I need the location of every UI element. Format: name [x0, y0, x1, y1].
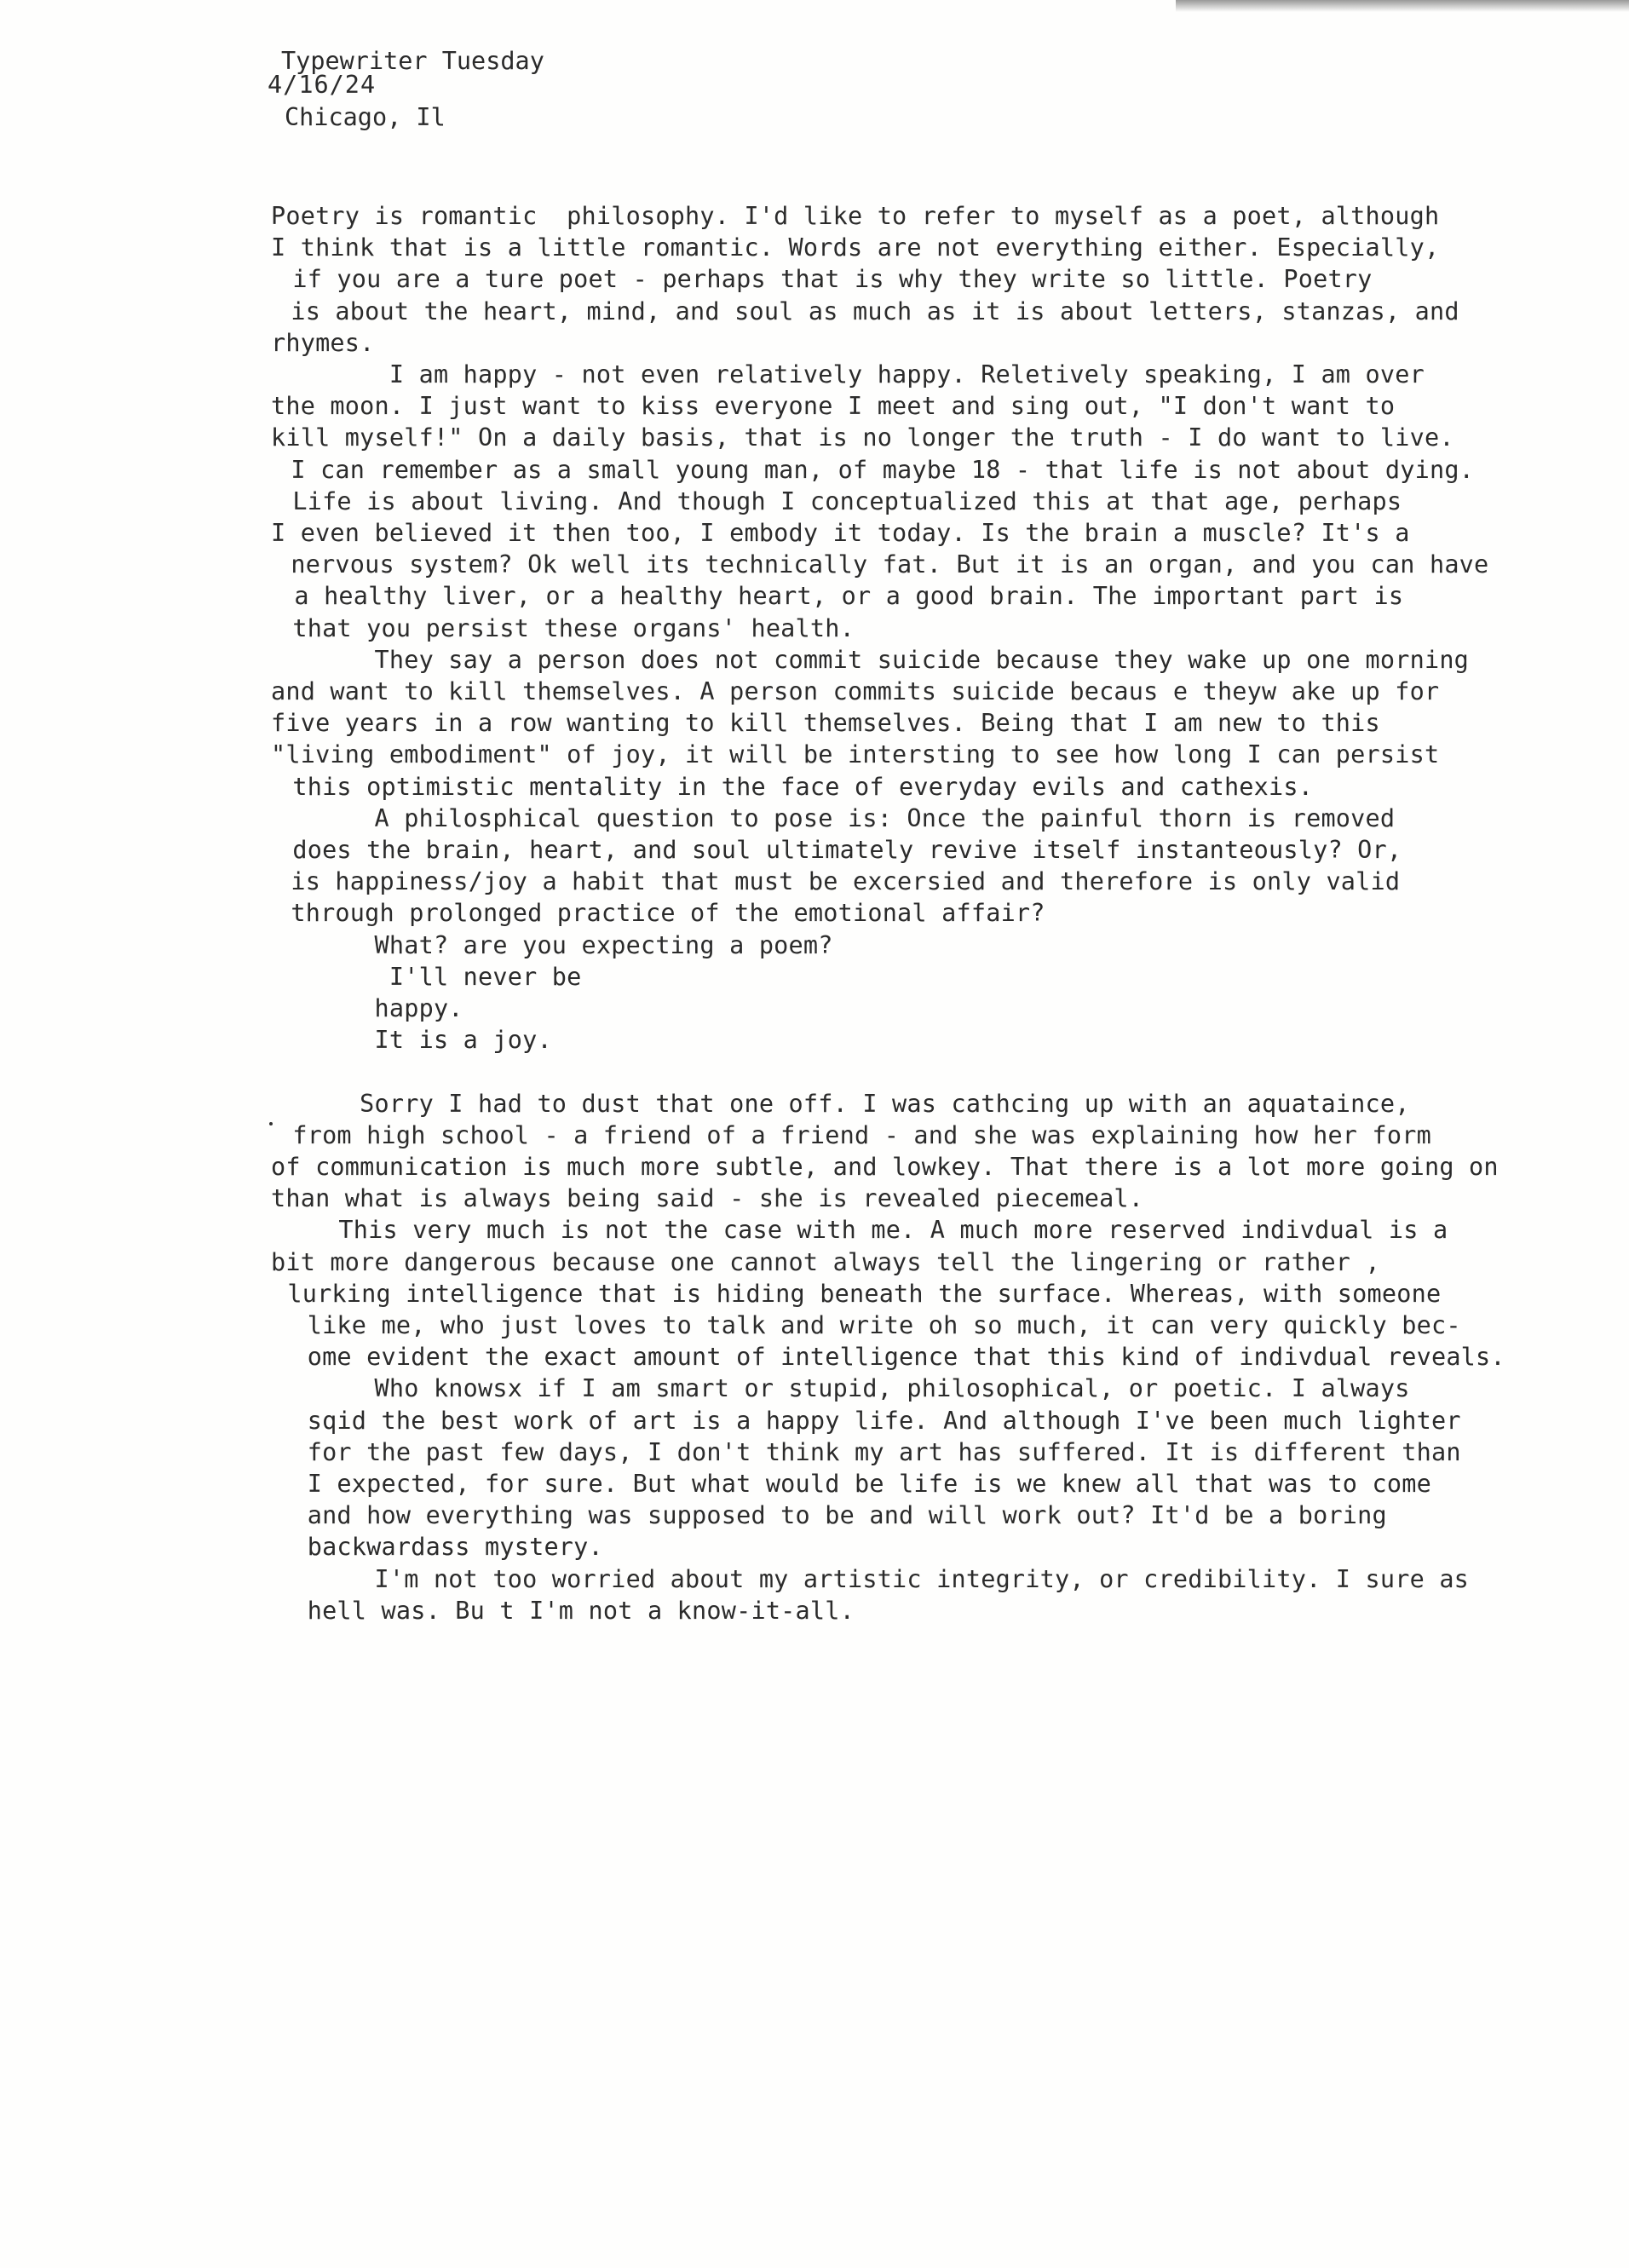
text-line: rhymes. [271, 328, 375, 357]
text-line: does the brain, heart, and soul ultimately revive itself instanteously? Or, [278, 836, 1402, 864]
text-line: Poetry is romantic philosophy. I'd like to refer to myself as a poet, although [271, 202, 1440, 230]
text-line: bit more dangerous because one cannot always tell the lingering or rather , [271, 1247, 1380, 1276]
text-line: lurking intelligence that is hiding beneath the surface. Whereas, with someone [273, 1279, 1442, 1308]
text-line: I'm not too worried about my artistic integrity, or credibility. I sure as [271, 1564, 1470, 1593]
text-line: Sorry I had to dust that one off. I was cathcing up with an aquataince, [271, 1089, 1410, 1118]
text-line: What? are you expecting a poem? [271, 930, 833, 959]
text-line: I expected, for sure. But what would be life is we knew all that was to come [278, 1470, 1431, 1498]
text-line: backwardass mystery. [278, 1533, 603, 1562]
text-line: than what is always being said - she is revealed piecemeal. [271, 1184, 1144, 1213]
text-line: A philosphical question to pose is: Once the painful thorn is removed [271, 803, 1396, 832]
text-line: hell was. Bu t I'm not a know-it-all. [278, 1596, 855, 1625]
text-line: if you are a ture poet - perhaps that is why they write so little. Poetry [278, 265, 1373, 294]
text-line: is about the heart, mind, and soul as much as it is about letters, stanzas, and [276, 296, 1459, 325]
text-line: sqid the best work of art is a happy life. And although I've been much lighter [278, 1406, 1461, 1435]
text-line: and how everything was supposed to be and will work out? It'd be a boring [278, 1501, 1387, 1530]
text-line: I can remember as a small young man, of maybe 18 - that life is not about dying. [276, 455, 1475, 484]
text-line: Life is about living. And though I conceptualized this at that age, perhaps [278, 486, 1402, 515]
text-line: this optimistic mentality in the face of everyday evils and cathexis. [278, 772, 1314, 801]
text-line: the moon. I just want to kiss everyone I meet and sing out, "I don't want to [271, 392, 1396, 421]
text-line: is happiness/joy a habit that must be excersied and therefore is only valid [276, 867, 1401, 896]
text-line: five years in a row wanting to kill themselves. Being that I am new to this [271, 709, 1380, 738]
text-line: of communication is much more subtle, and lowkey. That there is a lot more going on [271, 1153, 1499, 1181]
text-line: kill myself!" On a daily basis, that is no longer the truth - I do want to live. [271, 423, 1454, 452]
header-title: Typewriter Tuesday [281, 47, 544, 75]
stray-ink-mark [269, 1122, 273, 1125]
text-line: from high school - a friend of a friend - and she was explaining how her form [278, 1120, 1431, 1149]
text-line: and want to kill themselves. A person commits suicide becaus e theyw ake up for [271, 677, 1440, 705]
header-location: Chicago, Il [285, 103, 446, 131]
text-line: nervous system? Ok well its technically fat. But it is an organ, and you can have [276, 550, 1489, 579]
header-date: 4/16/24 [268, 71, 377, 99]
text-line: "living embodiment" of joy, it will be intersting to see how long I can persist [271, 740, 1440, 769]
text-line: I'll never be [271, 962, 582, 991]
text-line: I even believed it then too, I embody it today. Is the brain a muscle? It's a [271, 519, 1410, 547]
text-line: like me, who just loves to talk and write oh so much, it can very quickly bec- [278, 1311, 1461, 1339]
text-line: through prolonged practice of the emotional affair? [276, 899, 1045, 928]
text-line: Who knowsx if I am smart or stupid, philosophical, or poetic. I always [271, 1374, 1410, 1403]
text-line: a healthy liver, or a healthy heart, or a good brain. The important part is [279, 582, 1404, 611]
text-line: for the past few days, I don't think my art has suffered. It is different than [278, 1437, 1461, 1466]
text-line: happy. [271, 994, 463, 1022]
text-line: They say a person does not commit suicide because they wake up one morning [271, 645, 1470, 674]
text-line: It is a joy. [271, 1026, 552, 1055]
scan-edge-shadow [1176, 0, 1629, 12]
text-line: I am happy - not even relatively happy. Reletively speaking, I am over [271, 360, 1425, 389]
text-line: that you persist these organs' health. [278, 613, 855, 642]
text-line: I think that is a little romantic. Words are not everything either. Especially, [271, 233, 1440, 262]
text-line: This very much is not the case with me. A much more reserved indivdual is a [279, 1216, 1448, 1245]
text-line: ome evident the exact amount of intelligence that this kind of indivdual reveals. [278, 1343, 1505, 1372]
